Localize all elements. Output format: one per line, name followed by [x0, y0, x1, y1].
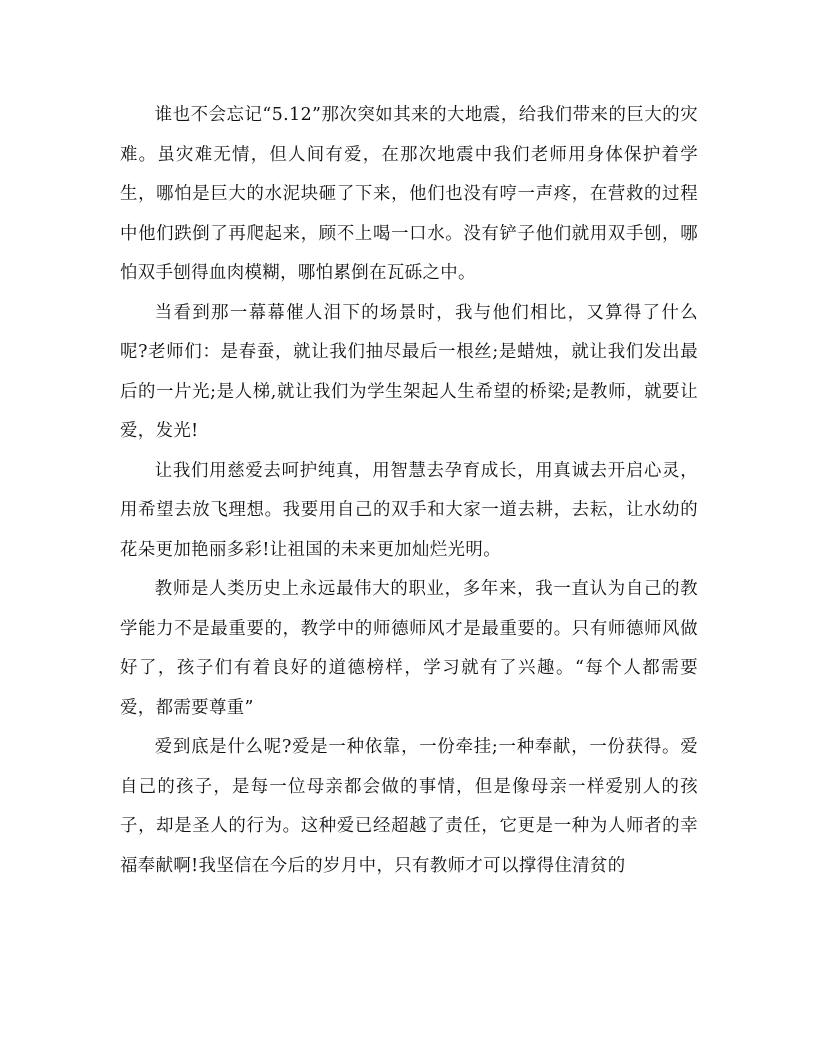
paragraph-earthquake: 谁也不会忘记“5.12”那次突如其来的大地震，给我们带来的巨大的灾难。虽灾难无情，但人间有爱，在那次地震中我们老师用身体保护着学生，哪怕是巨大的水泥块砸了下来，他们也没有哼一声疼，在营救的过程中他们跌倒了再爬起来，顾不上喝一口水。没有铲子他们就用双手刨，哪怕双手刨得血肉模糊，哪怕累倒在瓦砾之中。 [120, 105, 698, 283]
paragraph-teachers: 当看到那一幕幕催人泪下的场景时，我与他们相比，又算得了什么呢?老师们：是春蚕，就让我们抽尽最后一根丝;是蜡烛，就让我们发出最后的一片光;是人梯,就让我们为学生架起人生希望的桥梁;是教师，就要让爱，发光! [120, 302, 698, 441]
paragraph-love-and-wisdom: 让我们用慈爱去呵护纯真，用智慧去孕育成长，用真诚去开启心灵，用希望去放飞理想。我要用自己的双手和大家一道去耕，去耘，让水幼的花朵更加艳丽多彩!让祖国的未来更加灿烂光明。 [120, 460, 698, 560]
document-body [120, 96, 698, 886]
paragraph-teaching-ethics: 教师是人类历史上永远最伟大的职业，多年来，我一直认为自己的教学能力不是最重要的，教学中的师德师风才是最重要的。只有师德师风做好了，孩子们有着良好的道德榜样，学习就有了兴趣。“每个人都需要爱，都需要尊重” [120, 579, 698, 718]
paragraph-what-is-love: 爱到底是什么呢?爱是一种依靠，一份牵挂;一种奉献，一份获得。爱自己的孩子，是每一位母亲都会做的事情，但是像母亲一样爱别人的孩子，却是圣人的行为。这种爱已经超越了责任，它更是一种为人师者的幸福奉献啊!我坚信在今后的岁月中，只有教师才可以撑得住清贫的 [120, 737, 698, 876]
